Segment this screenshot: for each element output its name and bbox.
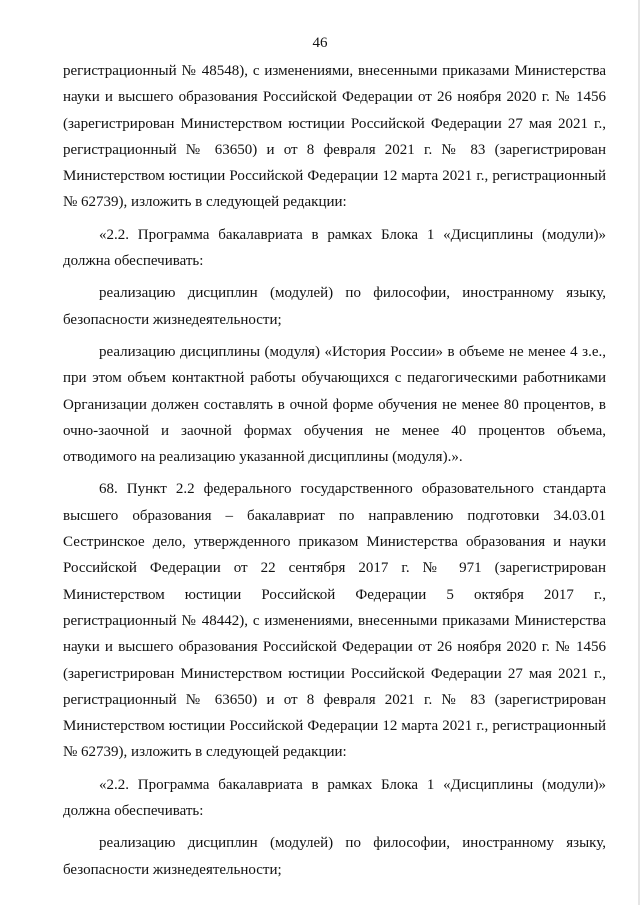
paragraph-disciplines: реализацию дисциплин (модулей) по философии, иностранному языку, безопасности жизнедеятельности; [63,285,606,328]
paragraph-history-of-russia: реализацию дисциплины (модуля) «История России» в объеме не менее 4 з.е., при этом объем контактной работы обучающихся с педагогическими работниками Организации должен составлять в очной форме обучения не менее 80 процентов, в очно-заочной и заочной формах обучения не менее 40 процентов объема, отводимого на реализацию указанной дисциплины (модуля).». [63,343,606,466]
paragraph-disciplines-repeat: реализацию дисциплин (модулей) по философии, иностранному языку, безопасности жизнедеятельности; [63,835,606,878]
paragraph-program-requirements: «2.2. Программа бакалавриата в рамках Блока 1 «Дисциплины (модули)» должна обеспечивать: [63,226,606,270]
paragraph-continuation: регистрационный № 48548), с изменениями, внесенными приказами Министерства науки и высшего образования Российской Федерации от 26 ноября 2020 г. № 1456 (зарегистрирован Министерством юстиции Российской Федерации 27 мая 2021 г., регистрационный № 63650) и от 8 февраля 2021 г. № 83 (зарегистрирован Министерством юстиции Российской Федерации 12 марта 2021 г., регистрационный № 62739), изложить в следующей редакции: [63,63,606,211]
page-number: 46 [312,35,328,51]
paragraph-item-68: 68. Пункт 2.2 федерального государственного образовательного стандарта высшего образования – бакалавриат по направлению подготовки 34.03.01 Сестринское дело, утвержденного приказом Министерства образования и науки Российской Федерации от 22 сентября 2017 г. № 971 (зарегистрирован Министерством юстиции Российской Федерации 5 октября 2017 г., регистрационный № 48442), с изменениями, внесенными приказами Министерства науки и высшего образования Российской Федерации от 26 ноября 2020 г. № 1456 (зарегистрирован Министерством юстиции Российской Федерации 27 мая 2021 г., регистрационный № 63650) и от 8 февраля 2021 г. № 83 (зарегистрирован Министерством юстиции Российской Федерации 12 марта 2021 г., регистрационный № 62739), изложить в следующей редакции: [63,481,606,761]
paragraph-program-requirements-repeat: «2.2. Программа бакалавриата в рамках Блока 1 «Дисциплины (модули)» должна обеспечивать: [63,776,606,820]
document-body [63,58,606,889]
